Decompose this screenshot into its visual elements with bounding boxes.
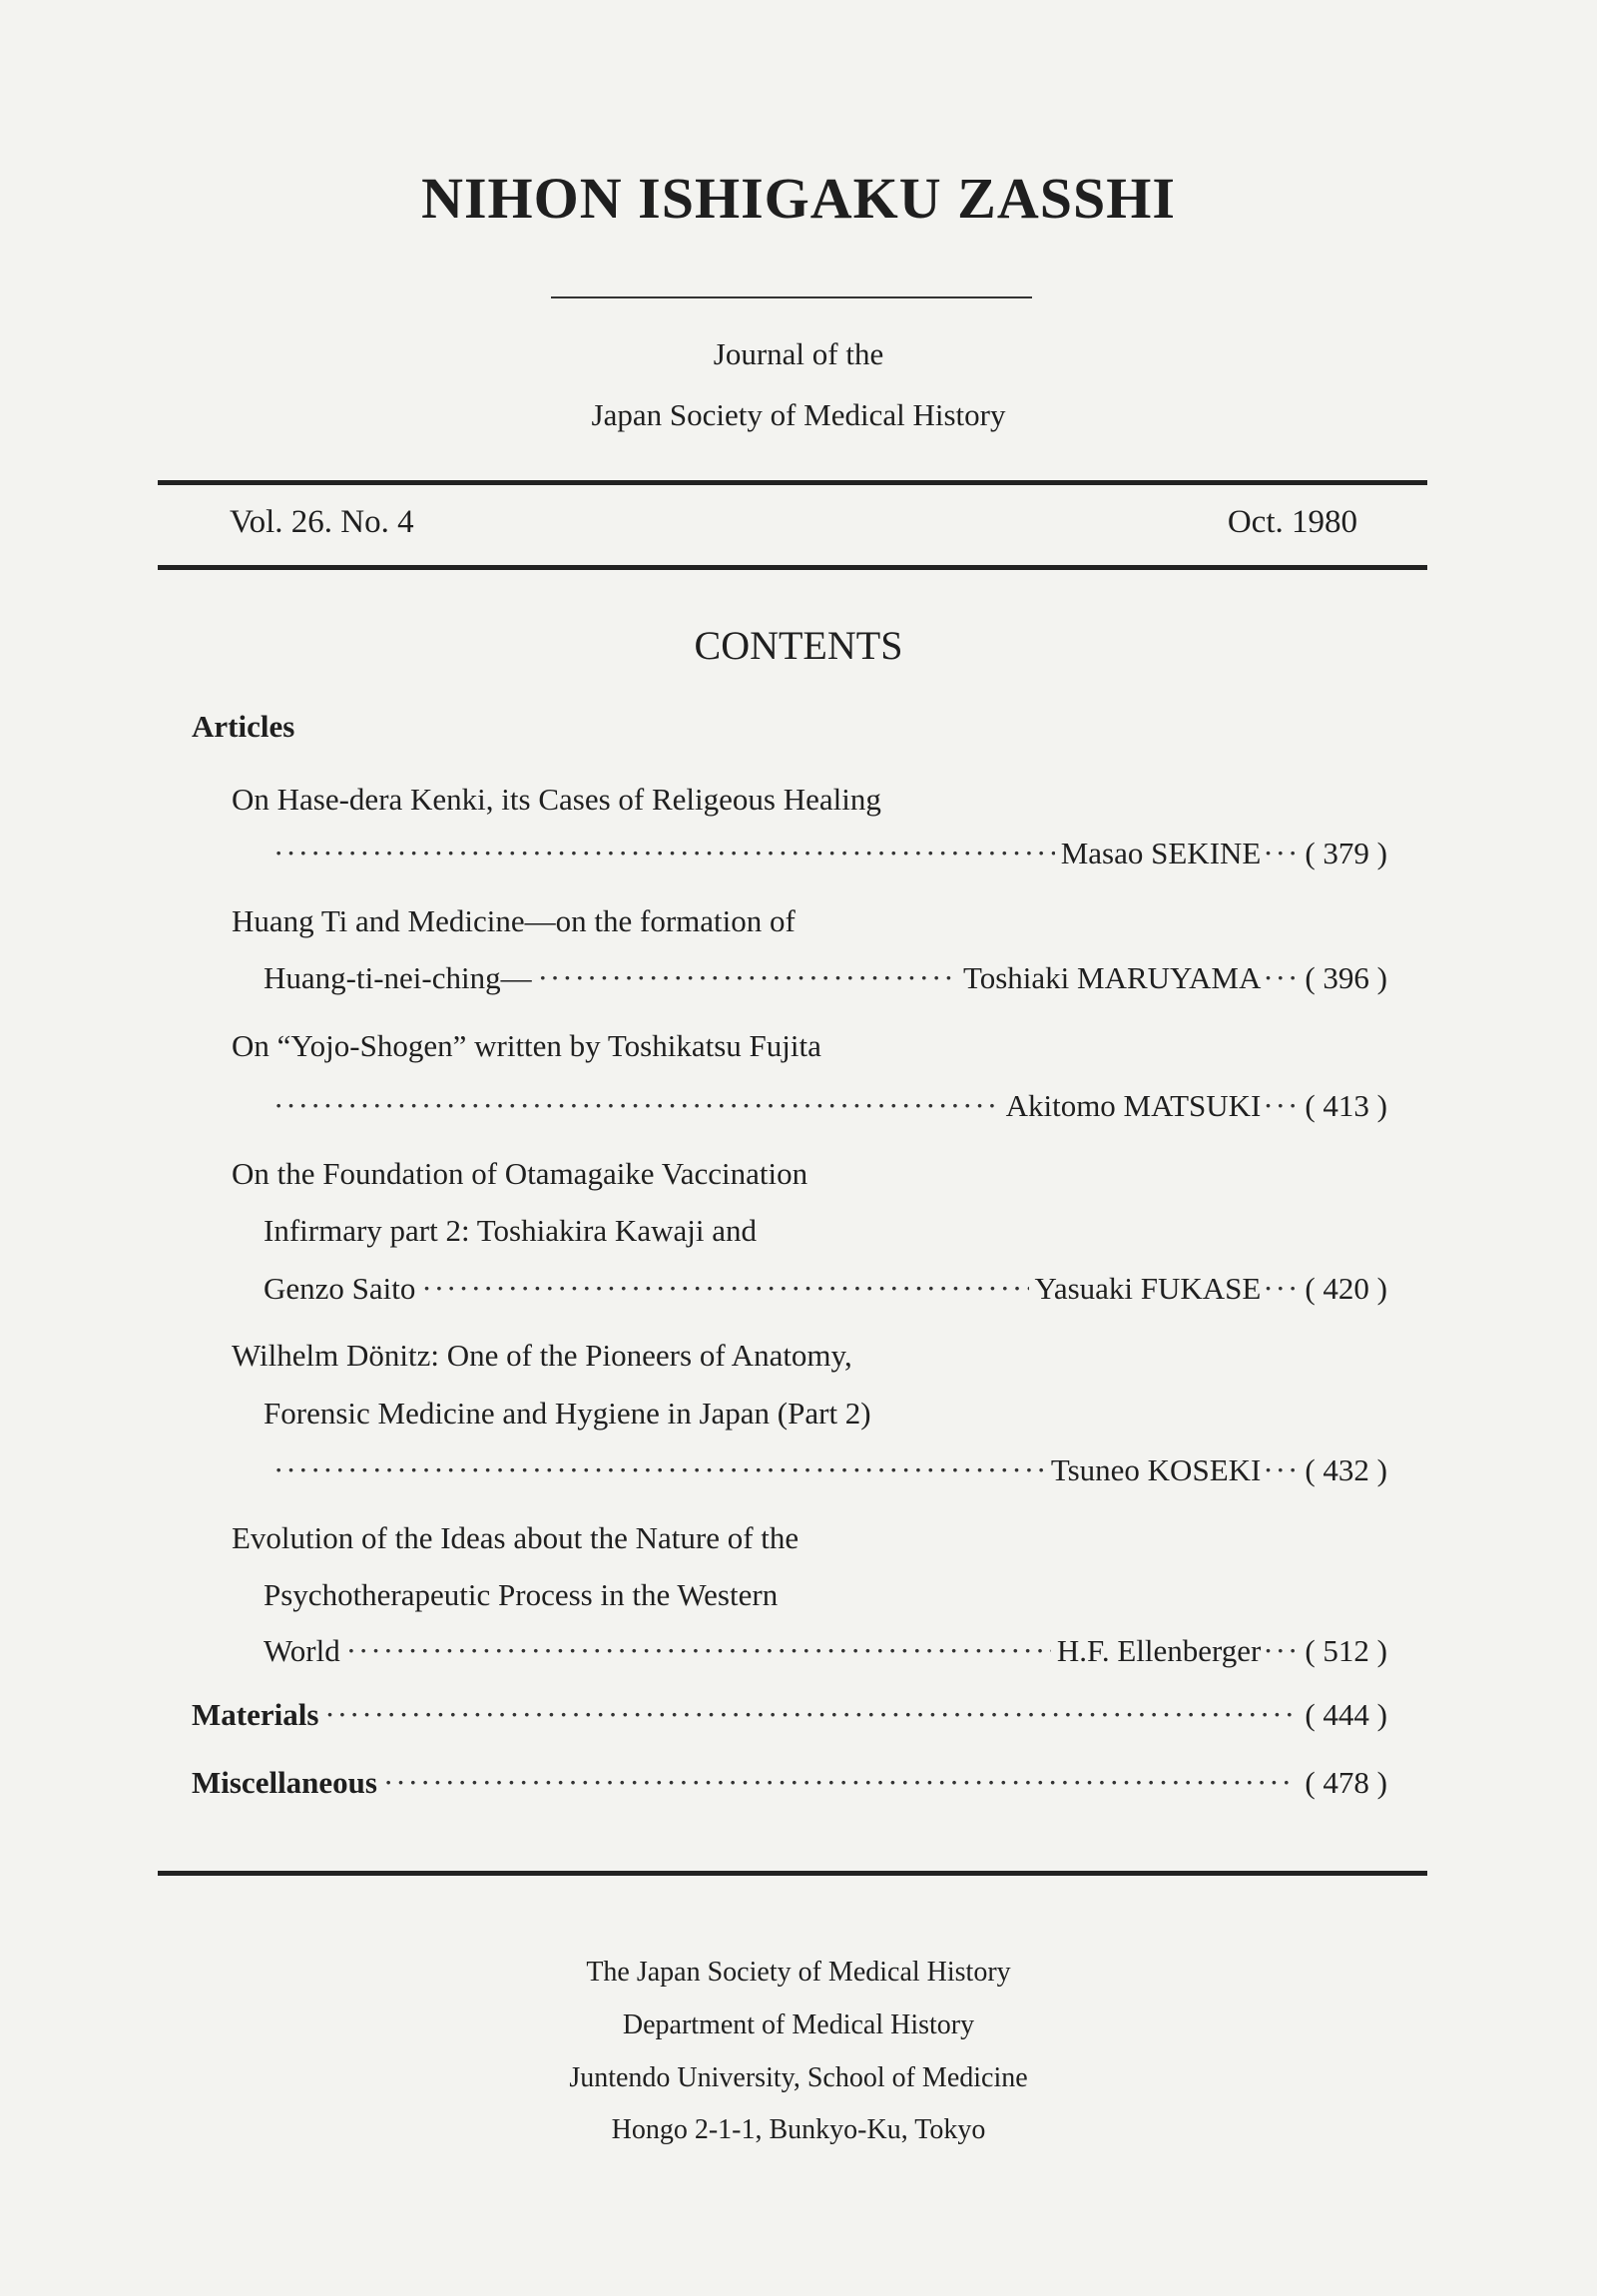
article-author: Toshiaki MARUYAMA	[962, 960, 1262, 995]
article-author: Akitomo MATSUKI	[1005, 1088, 1262, 1123]
dot-leader	[324, 1697, 1295, 1733]
miscellaneous-page-number: ( 478 )	[1305, 1765, 1387, 1800]
issue-bottom-rule	[158, 565, 1427, 570]
contents-heading: CONTENTS	[694, 623, 903, 668]
publisher-line4: Hongo 2-1-1, Bunkyo-Ku, Tokyo	[611, 2114, 986, 2145]
article-title-line: World	[264, 1633, 340, 1668]
materials-entry-row	[192, 1697, 1387, 1733]
dot-leader	[421, 1271, 1028, 1307]
dot-leader	[273, 1088, 1000, 1124]
issue-date: Oct. 1980	[1227, 504, 1357, 540]
dot-leader	[1263, 1452, 1299, 1488]
article-entry-row	[267, 836, 1387, 871]
article-title-line: Forensic Medicine and Hygiene in Japan (Part 2)	[264, 1396, 871, 1431]
article-title-line: On “Yojo-Shogen” written by Toshikatsu Fujita	[232, 1028, 821, 1063]
materials-page-number: ( 444 )	[1305, 1697, 1387, 1732]
title-divider	[551, 296, 1032, 298]
footer-rule	[158, 1871, 1427, 1876]
dot-leader	[538, 960, 957, 996]
article-author: H.F. Ellenberger	[1056, 1633, 1262, 1668]
article-entry-row	[264, 1271, 1387, 1307]
journal-title: NIHON ISHIGAKU ZASSHI	[421, 166, 1176, 231]
article-title-line: On Hase-dera Kenki, its Cases of Religeous Healing	[232, 782, 881, 817]
article-page-number: ( 396 )	[1305, 960, 1387, 995]
article-entry-row	[267, 1088, 1387, 1124]
article-entry-row	[267, 1452, 1387, 1488]
article-author: Masao SEKINE	[1060, 836, 1262, 870]
dot-leader	[1263, 1271, 1299, 1307]
article-title-line: Huang Ti and Medicine—on the formation of	[232, 903, 796, 938]
article-title-line: Infirmary part 2: Toshiakira Kawaji and	[264, 1213, 757, 1248]
issue-volume: Vol. 26. No. 4	[230, 504, 414, 540]
journal-subtitle-line2: Japan Society of Medical History	[591, 397, 1006, 432]
article-page-number: ( 420 )	[1305, 1271, 1387, 1306]
article-title-line: Psychotherapeutic Process in the Western	[264, 1577, 779, 1612]
article-entry-row	[264, 960, 1387, 996]
article-page-number: ( 512 )	[1305, 1633, 1387, 1668]
article-author: Tsuneo KOSEKI	[1050, 1452, 1262, 1487]
dot-leader	[346, 1633, 1051, 1669]
article-title-line: Genzo Saito	[264, 1271, 416, 1306]
publisher-line1: The Japan Society of Medical History	[586, 1957, 1011, 1988]
dot-leader	[1263, 1088, 1299, 1124]
article-title-line: Evolution of the Ideas about the Nature of the	[232, 1520, 799, 1555]
articles-section-label: Articles	[192, 709, 295, 744]
journal-subtitle-line1: Journal of the	[713, 336, 884, 371]
dot-leader	[273, 1452, 1045, 1488]
dot-leader	[1263, 836, 1299, 871]
miscellaneous-entry-row	[192, 1765, 1387, 1801]
publisher-line2: Department of Medical History	[622, 2009, 975, 2040]
dot-leader	[1263, 1633, 1299, 1669]
publisher-line3: Juntendo University, School of Medicine	[569, 2062, 1028, 2093]
dot-leader	[273, 836, 1055, 871]
article-title-line: Huang-ti-nei-ching—	[264, 960, 532, 995]
article-page-number: ( 379 )	[1305, 836, 1387, 870]
dot-leader	[1263, 960, 1299, 996]
article-author: Yasuaki FUKASE	[1034, 1271, 1262, 1306]
dot-leader	[383, 1765, 1295, 1801]
article-page-number: ( 432 )	[1305, 1452, 1387, 1487]
issue-top-rule	[158, 480, 1427, 485]
materials-label: Materials	[192, 1697, 319, 1732]
article-title-line: On the Foundation of Otamagaike Vaccination	[232, 1156, 808, 1191]
article-entry-row	[264, 1633, 1387, 1669]
article-page-number: ( 413 )	[1305, 1088, 1387, 1123]
article-title-line: Wilhelm Dönitz: One of the Pioneers of Anatomy,	[232, 1338, 852, 1373]
miscellaneous-label: Miscellaneous	[192, 1765, 377, 1800]
